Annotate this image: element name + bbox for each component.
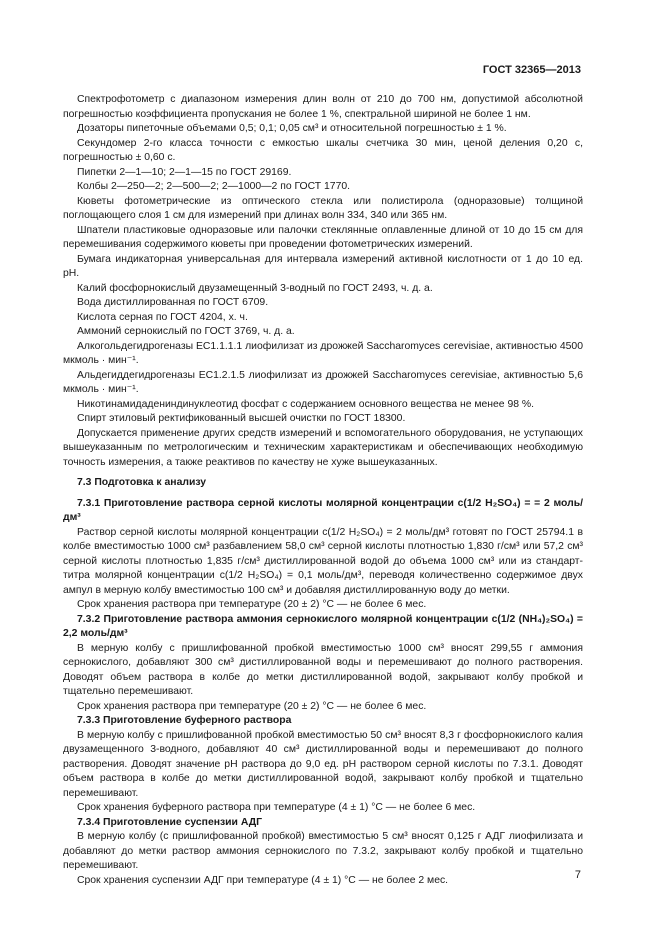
paragraph-pipettes: Пипетки 2—1—10; 2—1—15 по ГОСТ 29169. <box>77 166 292 178</box>
paragraph-7-3-3-text: В мерную колбу с пришлифованной пробкой вместимостью 50 см³ вносят 8,3 г фосфорнокислого калия двузамещенного 3-водного, добавляют 40 см³ дистиллированной воды и перемешивают до полного растворения. Доводят значение pH раствора до 9,0 ед. pH раствором серной кислоты по 7.3.1. Доводят объем раствора в колбе до метки дистиллированной водой, закрывают колбу пробкой и тщательно перемешивают. <box>63 729 583 799</box>
paragraph-7-3-4-text: В мерную колбу (с пришлифованной пробкой) вместимостью 5 см³ вносят 0,125 г АДГ лиофилизата и добавляют до метки раствор аммония сернокислого по 7.3.2, закрывают колбу пробкой и тщательно перемешивают. <box>63 831 583 871</box>
document-body <box>63 93 583 888</box>
paragraph-7-3-1-text: Раствор серной кислоты молярной концентрации c(1/2 H₂SO₄) = 2 моль/дм³ готовят по ГОСТ 25794.1 в колбе вместимостью 1000 см³ разбавлением 58,0 см³ серной кислоты плотностью 1,830 г/см³ или 57,2 см³ серной кислоты плотностью 1,835 г/см³ дистиллированной водой до объема 1000 см³ или из стандарт-титра молярной концентрации c(1/2 H₂SO₄) = 0,1 моль/дм³, переводя количественно содержимое двух ампул в мерную колбу вместимостью 100 см³ и добавляя дистиллированную воду до метки. <box>63 526 583 596</box>
subsection-heading-7-3-2: 7.3.2 Приготовление раствора аммония сернокислого молярной концентрации c(1/2 (NH₄)₂SO₄) = 2,2 моль/дм³ <box>63 613 583 639</box>
paragraph-nad: Никотинамидадениндинуклеотид фосфат с содержанием основного вещества не менее 98 %. <box>77 398 535 410</box>
paragraph-spatulas: Шпатели пластиковые одноразовые или палочки стеклянные оплавленные длиной от 10 до 15 см для перемешивания содержимого кюветы при проведении фотометрических измерений. <box>63 224 583 250</box>
paragraph-indicator-paper: Бумага индикаторная универсальная для интервала измерений активной кислотности от 1 до 10 ед. pH. <box>63 253 583 279</box>
paragraph-7-3-2-text: В мерную колбу с пришлифованной пробкой вместимостью 1000 см³ вносят 299,55 г аммония сернокислого, добавляют 300 см³ дистиллированной воды и перемешивают до полного растворения. Доводят объем раствора в колбе до метки дистиллированной водой, закрывают колбу пробкой и тщательно перемешивают. <box>63 642 583 697</box>
paragraph-potassium-phosphate: Калий фосфорнокислый двузамещенный 3-водный по ГОСТ 2493, ч. д. а. <box>77 282 433 294</box>
standard-header: ГОСТ 32365—2013 <box>482 64 581 76</box>
paragraph-stopwatch: Секундомер 2-го класса точности с емкостью шкалы счетчика 30 мин, ценой деления 0,20 с, погрешностью ± 0,60 с. <box>63 137 583 163</box>
subsection-heading-7-3-3: 7.3.3 Приготовление буферного раствора <box>77 715 292 726</box>
paragraph-cuvettes: Кюветы фотометрические из оптического стекла или полистирола (одноразовые) толщиной поглощающего слоя 1 см для измерений при длинах волн 334, 340 или 365 нм. <box>63 195 583 221</box>
paragraph-dosers: Дозаторы пипеточные объемами 0,5; 0,1; 0,05 см³ и относительной погрешностью ± 1 %. <box>77 123 507 134</box>
paragraph-aldh: Альдегиддегидрогеназы ЕС1.2.1.5 лиофилизат из дрожжей Saccharomyces cerevisiae, активностью 5,6 мкмоль · мин⁻¹. <box>63 369 583 395</box>
paragraph-7-3-4-storage: Срок хранения суспензии АДГ при температуре (4 ± 1) °С — не более 2 мес. <box>77 874 449 886</box>
section-heading-7-3: 7.3 Подготовка к анализу <box>77 477 207 488</box>
subsection-heading-7-3-1: 7.3.1 Приготовление раствора серной кислоты молярной концентрации c(1/2 H₂SO₄) = = 2 моль/дм³ <box>63 497 583 523</box>
paragraph-allowed: Допускается применение других средств измерений и вспомогательного оборудования, не уступающих вышеуказанным по метрологическим и техническим характеристикам и обеспечивающих необходимую точность измерения, а также реактивов по качеству не хуже вышеуказанных. <box>63 427 583 468</box>
paragraph-spectrophotometer: Спектрофотометр с диапазоном измерения длин волн от 210 до 700 нм, допустимой абсолютной погрешностью коэффициента пропускания не более 1 %, спектральной шириной не более 1 нм. <box>63 94 583 120</box>
paragraph-adh: Алкогольдегидрогеназы ЕС1.1.1.1 лиофилизат из дрожжей Saccharomyces cerevisiae, активностью 4500 мкмоль · мин⁻¹. <box>63 340 583 366</box>
paragraph-ammonium-sulfate: Аммоний сернокислый по ГОСТ 3769, ч. д. а. <box>77 326 295 337</box>
paragraph-7-3-3-storage: Срок хранения буферного раствора при температуре (4 ± 1) °С — не более 6 мес. <box>77 802 476 813</box>
paragraph-flasks: Колбы 2—250—2; 2—500—2; 2—1000—2 по ГОСТ 1770. <box>77 181 351 192</box>
subsection-heading-7-3-4: 7.3.4 Приготовление суспензии АДГ <box>77 816 263 828</box>
paragraph-7-3-1-storage: Срок хранения раствора при температуре (20 ± 2) °С — не более 6 мес. <box>77 599 427 610</box>
paragraph-ethanol: Спирт этиловый ректификованный высшей очистки по ГОСТ 18300. <box>77 413 406 424</box>
page-number: 7 <box>574 869 581 881</box>
paragraph-sulfuric-acid: Кислота серная по ГОСТ 4204, х. ч. <box>77 311 248 323</box>
paragraph-7-3-2-storage: Срок хранения раствора при температуре (20 ± 2) °С — не более 6 мес. <box>77 700 427 712</box>
paragraph-water: Вода дистиллированная по ГОСТ 6709. <box>77 297 269 308</box>
